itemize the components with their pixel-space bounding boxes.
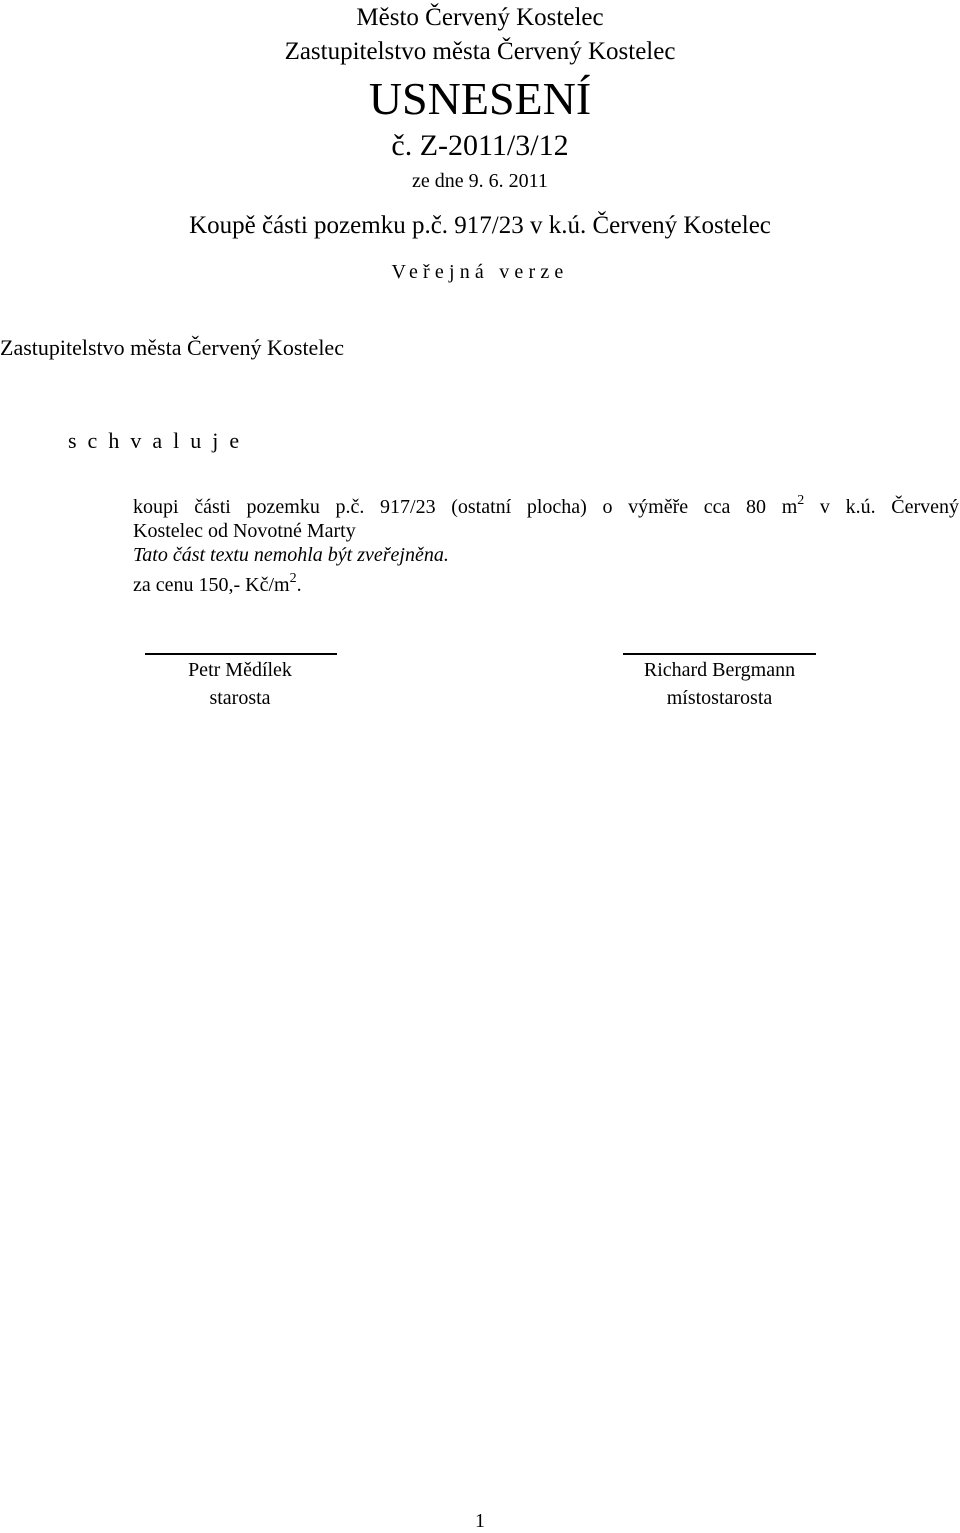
- signature-mayor: [120, 656, 360, 712]
- resolution-price: za cenu 150,- $Kč/m^2$.: [133, 571, 302, 596]
- signature-line-mayor: [145, 653, 337, 655]
- public-version-label: Veřejná verze: [391, 261, 569, 283]
- signature-deputy-mayor: [598, 656, 841, 712]
- resolution-subject: Koupě části pozemku p.č. 917/23 v k.ú. Červený Kostelec: [189, 212, 771, 239]
- resolution-text: [133, 495, 959, 597]
- area-unit-exponent: 2: [797, 493, 805, 508]
- signatory-name: Richard Bergmann: [643, 659, 796, 681]
- signatory-role: starosta: [209, 687, 271, 709]
- price-unit-exponent: 2: [289, 571, 297, 586]
- deciding-body: Zastupitelstvo města Červený Kostelec: [0, 335, 344, 360]
- resolution-line-2: Kostelec od Novotné Marty: [133, 520, 356, 542]
- resolution-line-1: koupi části pozemku p.č. 917/23 (ostatní plocha) o výměře cca 80 $m^2$ v k.ú. Červený: [133, 493, 959, 518]
- city-name: Město Červený Kostelec: [356, 4, 604, 31]
- council-name: Zastupitelstvo města Červený Kostelec: [284, 38, 676, 65]
- resolution-number: č. Z-2011/3/12: [391, 129, 569, 162]
- signature-line-deputy: [623, 653, 816, 655]
- resolution-date: ze dne 9. 6. 2011: [412, 170, 548, 192]
- signatory-role: místostarosta: [666, 687, 773, 709]
- approval-verb: schvaluje: [68, 428, 251, 453]
- signatory-name: Petr Mědílek: [188, 659, 292, 681]
- document-type: USNESENÍ: [368, 73, 592, 124]
- page-number: 1: [475, 1510, 485, 1532]
- redacted-note: Tato část textu nemohla být zveřejněna.: [133, 544, 449, 566]
